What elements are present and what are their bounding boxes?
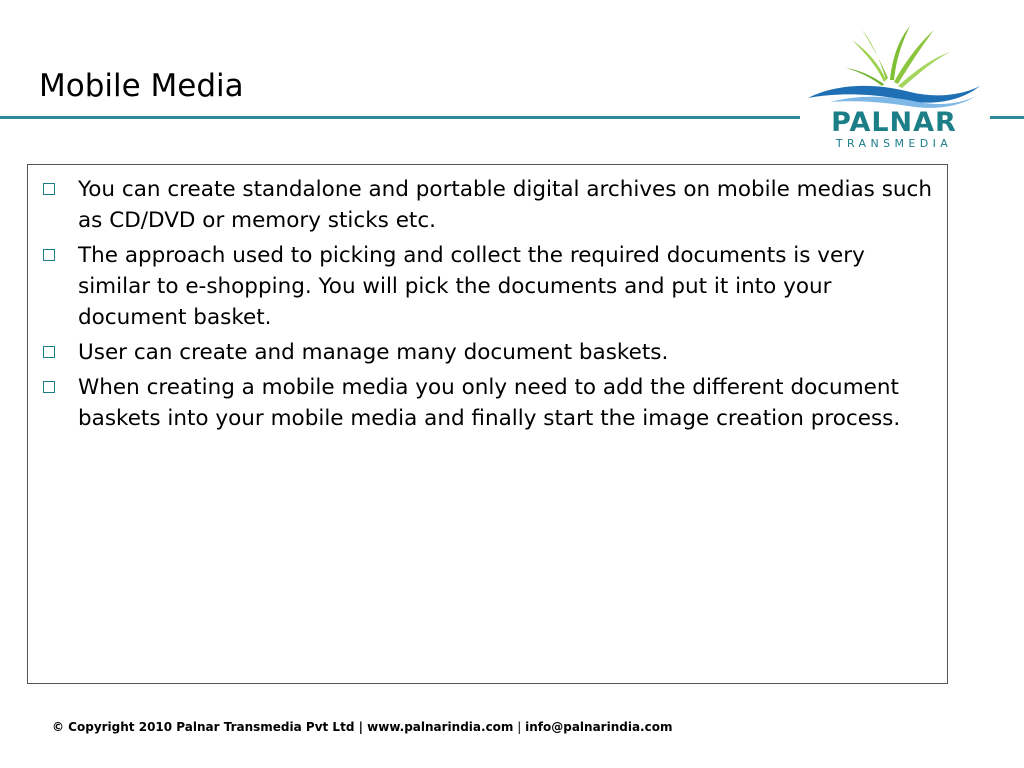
- footer: [52, 718, 672, 736]
- bullet-list: [42, 174, 937, 438]
- logo-brand-text: PALNAR: [831, 107, 957, 138]
- page-title: Mobile Media: [39, 68, 244, 104]
- company-logo: [800, 20, 990, 155]
- list-item: [42, 372, 937, 434]
- footer-separator: |: [513, 720, 526, 734]
- logo-subbrand-text: TRANSMEDIA: [835, 137, 953, 150]
- list-item: [42, 337, 937, 368]
- list-item: [42, 174, 937, 236]
- footer-copyright: © Copyright 2010 Palnar Transmedia Pvt Ltd | www.palnarindia.com: [52, 720, 514, 734]
- bullet-text: User can create and manage many document baskets.: [78, 340, 669, 365]
- bullet-text: The approach used to picking and collect the required documents is very similar to e-shopping. You will pick the documents and put it into your document basket.: [78, 243, 865, 330]
- hollow-square-bullet-icon: [43, 249, 55, 261]
- hollow-square-bullet-icon: [43, 381, 55, 393]
- bullet-text: When creating a mobile media you only need to add the different document baskets into your mobile media and finally start the image creation process.: [78, 375, 901, 431]
- footer-email-link[interactable]: info@palnarindia.com: [525, 720, 673, 734]
- hollow-square-bullet-icon: [43, 183, 55, 195]
- content-box: [27, 164, 948, 684]
- list-item: [42, 240, 937, 333]
- bullet-text: You can create standalone and portable digital archives on mobile medias such as CD/DVD or memory sticks etc.: [78, 177, 932, 233]
- hollow-square-bullet-icon: [43, 346, 55, 358]
- palm-leaf-wave-logo-icon: [800, 20, 990, 110]
